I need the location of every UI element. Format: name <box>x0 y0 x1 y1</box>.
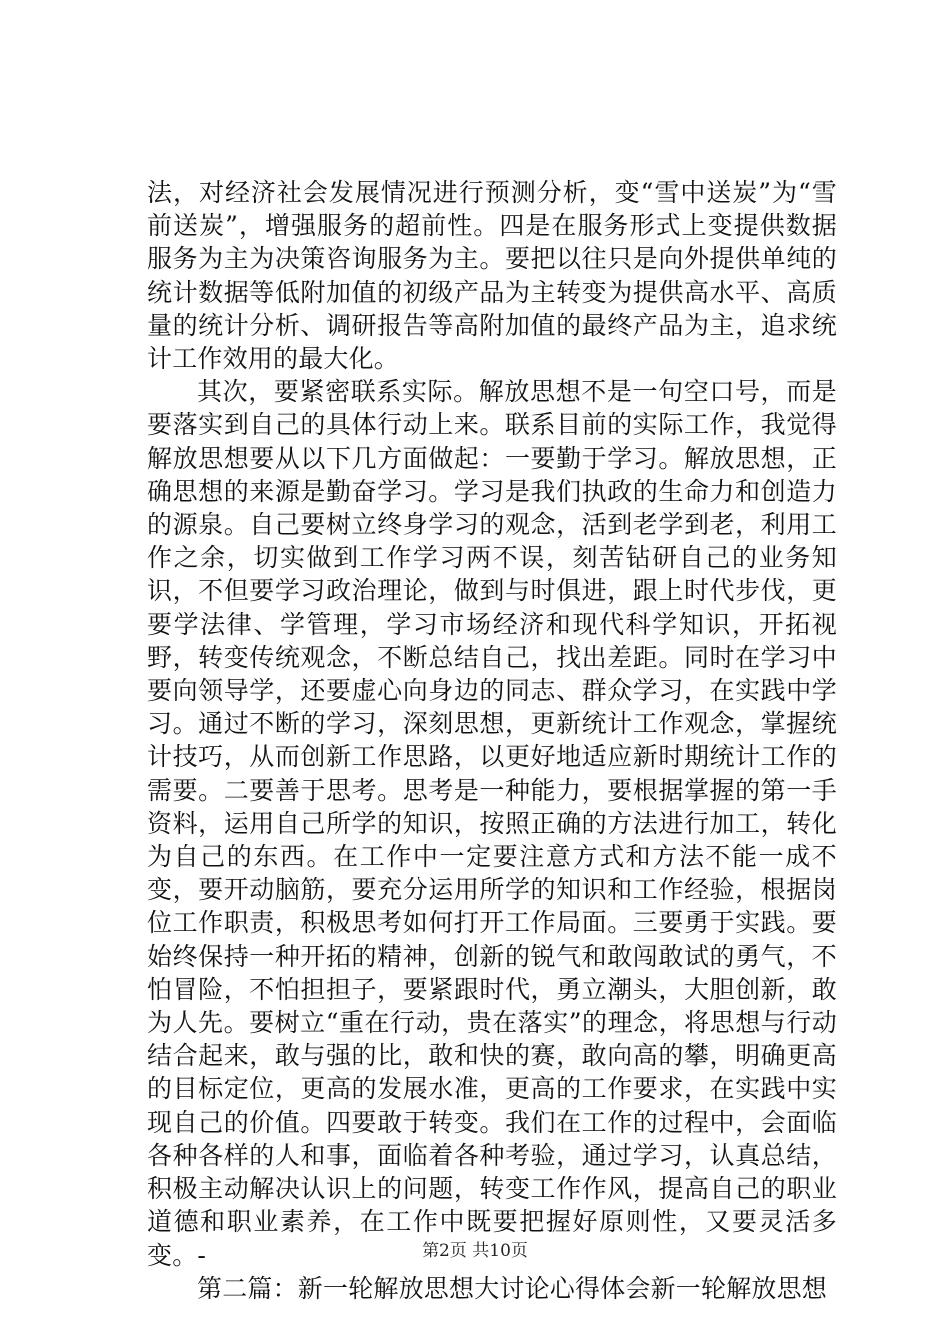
paragraph-second-point: 其次，要紧密联系实际。解放思想不是一句空口号，而是要落实到自己的具体行动上来。联系目前的实际工作，我觉得解放思想要从以下几方面做起：一要勤于学习。解放思想，正确思想的来源是勤奋学习。学习是我们执政的生命力和创造力的源泉。自己要树立终身学习的观念，活到老学到老，利用工作之余，切实做到工作学习两不误，刻苦钻研自己的业务知识，不但要学习政治理论，做到与时俱进，跟上时代步伐，更要学法律、学管理，学习市场经济和现代科学知识，开拓视野，转变传统观念，不断总结自己，找出差距。同时在学习中要向领导学，还要虚心向身边的同志、群众学习，在实践中学习。通过不断的学习，深刻思想，更新统计工作观念，掌握统计技巧，从而创新工作思路，以更好地适应新时期统计工作的需要。二要善于思考。思考是一种能力，要根据掌握的第一手资料，运用自己所学的知识，按照正确的方法进行加工，转化为自己的东西。在工作中一定要注意方式和方法不能一成不变，要开动脑筋，要充分运用所学的知识和工作经验，根据岗位工作职责，积极思考如何打开工作局面。三要勇于实践。要始终保持一种开拓的精神，创新的锐气和敢闯敢试的勇气，不怕冒险，不怕担担子，要紧跟时代，勇立潮头，大胆创新，敢为人先。要树立“重在行动，贵在落实”的理念，将思想与行动结合起来，敢与强的比，敢和快的赛，敢向高的攀，明确更高的目标定位，更高的发展水准，更高的工作要求，在实践中实现自己的价值。四要敢于转变。我们在工作的过程中，会面临各种各样的人和事，面临着各种考验，通过学习，认真总结，积极主动解决认识上的问题，转变工作作风，提高自己的职业道德和职业素养，在工作中既要把握好原则性，又要灵活多变。- <box>147 377 837 1270</box>
page-footer: 第2页 共10页 <box>422 1241 528 1261</box>
paragraph-next-article-heading: 第二篇：新一轮解放思想大讨论心得体会新一轮解放思想 <box>197 1273 828 1303</box>
paragraph-continuation: 法，对经济社会发展情况进行预测分析，变“雪中送炭”为“雪前送炭”，增强服务的超前性。四是在服务形式上变提供数据服务为主为决策咨询服务为主。要把以往只是向外提供单纯的统计数据等低附加值的初级产品为主转变为提供高水平、高质量的统计分析、调研报告等高附加值的最终产品为主，追求统计工作效用的最大化。 <box>147 178 837 374</box>
document-body <box>147 176 837 1305</box>
